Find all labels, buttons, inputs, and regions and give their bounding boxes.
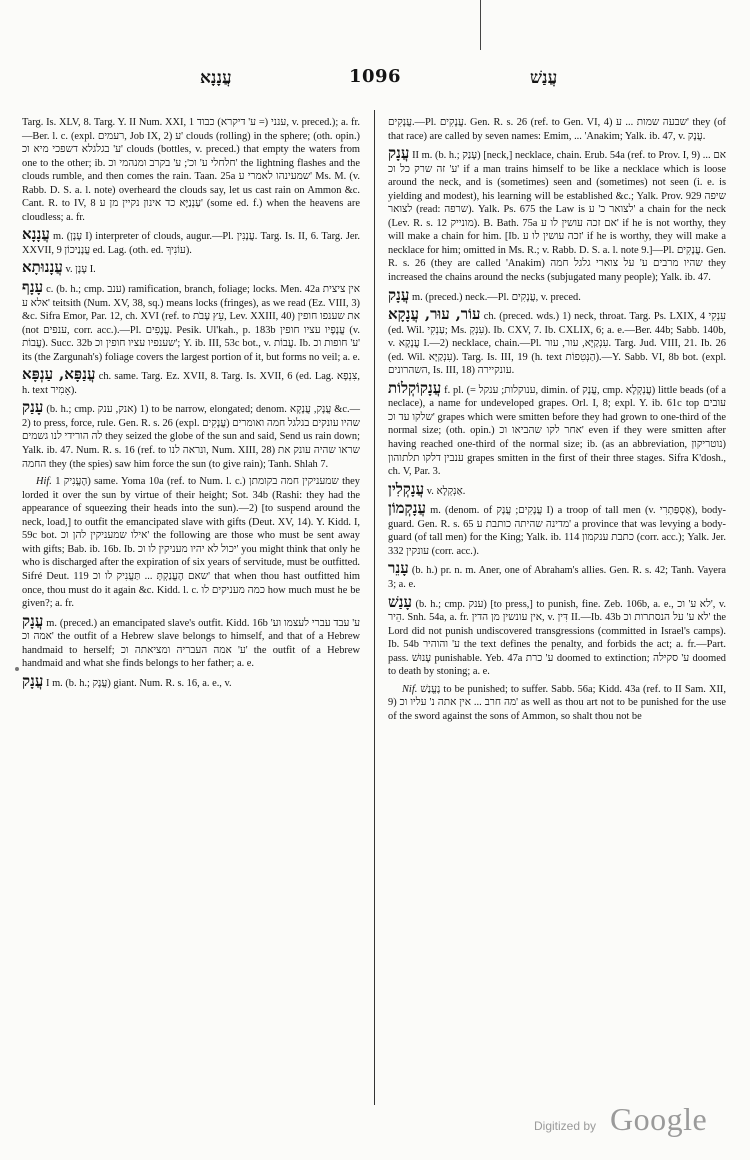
entry-headword: עָנַק <box>22 398 44 417</box>
page-number: 1096 <box>348 66 402 87</box>
dictionary-entry <box>22 225 360 257</box>
dictionary-entry <box>388 499 727 558</box>
entry-text: Targ. Is. XLV, 8. Targ. Y. II Num. XXI, 1 ענני (= ע' דיקרא) כבוד, v. preced.); a. fr.—Ber. l. c. (expl. רעמים, Job IX, 2) ע' clouds (rolling) in the sphere; (oth. opin.) ע' בגלגלא דשפכי מיא וכ' clouds (bottles, v. preced.) that empty the waters from one to the other; ib. חלחלי ע' וכ'; ע' בקרב ומנהמי וכ' the lightning flashes and the clouds rumble, and then comes the rain. Taan. 25a שמעינהו לאמרי ע' Ms. M. (v. Rabb. D. S. a. l. note) overheard the clouds say, let us cast rain on Ammon &c. Cant. R. to IV, 8 עַנְנַיָּא כד אינון נקיין מן ע' (some ed. f.) when the heavens are cloudless; a. fr. <box>22 117 361 223</box>
entry-headword: עֲנָקוֹקְלוֹת <box>388 378 442 397</box>
dictionary-entry <box>388 592 727 679</box>
dictionary-entry <box>22 278 360 364</box>
entry-headword: עֲנָק <box>22 611 44 630</box>
entry-text: עֲנָקִים.—Pl. עֲנָקִים. Gen. R. s. 26 (ref. to Gen. VI, 4) שבעה שמות ... ע' they (of that race) are called by seven names: Emim, ... 'Anakim; Yalk. ib. 47, v. עֲנָק. <box>388 117 726 142</box>
entry-headword: עֲנָק <box>388 144 410 163</box>
entry-subhead: Hif. <box>36 476 52 488</box>
page-header <box>0 66 750 94</box>
dictionary-entry <box>22 475 360 610</box>
dictionary-entry <box>388 305 726 378</box>
dictionary-entry <box>22 258 360 277</box>
entry-headword: עֲנַפָּא, עַנְפָּא <box>22 365 96 384</box>
column-divider <box>374 110 375 1105</box>
dictionary-entry <box>388 559 726 591</box>
entry-headword: עָנַשׁ <box>388 592 412 611</box>
google-logo: Google <box>610 1101 708 1137</box>
watermark-digitized-by: Digitized by <box>534 1119 597 1133</box>
top-rule <box>480 0 481 50</box>
dictionary-entry <box>388 378 727 479</box>
left-column <box>22 116 360 694</box>
entry-headword: עָנֵר <box>388 559 409 578</box>
entry-headword: עוֹר, עוּר, עֲנָקָא <box>388 305 481 324</box>
entry-text: (b. h.; cmp. אנק, ענק) 1) to be narrow, elongated; denom. עֲנָק, עֲנָקָא &c.—2) to press, force, rule. Gen. R. s. 26 (expl. עֲנָקִים) שהיו עונקים בגלגל חמה ואומרים לה הורידי לנו גשמים they seized the globe of the sun and said, Send us rain down; Yalk. ib. 47. Num. R. s. 16 (ref. to ונראה לנו, Num. XIII, 28) שראו שהיה עונק את החמה they (the spies) saw him force the sun (to give rain); Tanh. Shlah 7. <box>22 404 360 470</box>
entry-text: f. pl. (= ענוקלות; ענקל, dimin. of עֲנָק, cmp. עֲנְקְלָא) little beads (of a neclace), a name for undeveloped grapes. Orl. I, 8; expl. Y. ib. 61c top עובים שלקו עד וכ' grapes which were smitten before they had grown to one-third of the normal size; (oth. opin.) אחר לקו שהביאו וכ' even if they were smitten after having reached one-third of the normal size; ib. (as an abbreviation, נוטריקון) ענבין דלקו תלתוהון grapes smitten in the first of their three stages. Sifra K'dosh., ch. V, Par. 3. <box>388 384 727 478</box>
entry-text: c. (b. h.; cmp. ענב) ramification, branch, foliage; locks. Men. 42a אין ציצית אלא ע' teitsith (Num. XV, 38, sq.) means locks (fringes), as we read (Ez. VIII, 3) &c. Sifra Emor, Par. 12, ch. XVI (ref. to עֵץ עָבֹת, Lev. XXIII, 40) את שענפו חופין (not ענפים, corr. acc.).—Pl. עֲנָפִים. Pesik. Ul'kah., p. 183b עֲנָפָיו עציו חופין (v. עֲבוֹת). Succ. 32b שענפיו עציו חופין וכ'; Y. ib. III, 53c bot., v. עֲבוֹת. Ib. ע' חופות וכ' its (the Zargunah's) foliage covers the largest portion of it, but forms no veil; a. e. <box>22 284 360 363</box>
entry-text: v. אַנְקְלָא. <box>426 485 466 497</box>
dictionary-entry <box>22 365 360 397</box>
entry-headword: עֲנָק <box>22 671 44 690</box>
entry-text: I m. (b. h.; עֲנָק) giant. Num. R. s. 16, a. e., v. <box>46 677 232 689</box>
margin-dot <box>15 667 19 671</box>
entry-text: m. (preced.) an emancipated slave's outfit. Kidd. 16b ע' עבד עברי לעצמו וע' אמה וכ' the outfit of a Hebrew slave belongs to himself, and that of a Hebrew handmaid to herself; ע' אמה העבריה ומציאתה וכ' the outfit of a Hebrew handmaid and what she finds belongs to her father; a. e. <box>22 617 360 670</box>
dictionary-entry <box>22 116 360 224</box>
entry-headword: עֲנָקְלִין <box>388 479 425 498</box>
entry-text: m. (denom. of עֲנָקִים; עֲנָק I) a troop of tall men (v. אַסְפַּתְרִי), body-guard. Gen. R. s. 65 מדינה שהיתה כותבת ע' a province that was levying a body-guard (of tall men) for the King; Yalk. ib. 114 כתבת ענקמון (corr. acc.); Yalk. Jer. 332 עונקין (corr. acc.). <box>388 505 727 557</box>
dictionary-entry <box>388 479 726 499</box>
entry-text: m. (עָנָן I) interpreter of clouds, augur.—Pl. עֲנָנִין. Targ. Is. II, 6. Targ. Jer. XXVII, 9 עֲנָנַיכוֹן ed. Lag. (oth. ed. עוֹנִיךְ). <box>22 231 360 256</box>
entry-text: ch. (preced. wds.) 1) neck, throat. Targ. Ps. LXIX, 4 עִנְקִי (ed. Wil. עַנְקִי; Ms. עִנְקְ). Ib. CXV, 7. Ib. CXLIX, 6; a. e.—Ber. 44b; Sabb. 140b, v. עֲנָקָא I.—2) necklace, chain.—Pl. עִנְקַיָּא, עור, עור. Targ. Jud. VIII, 21. Ib. 26 (ed. Wil. עִנְקַיָּא). Targ. Is. III, 19 (h. text הַנְּטִפוֹת).—Y. Sabb. VI, 8b bot. (expl. השהרונים, Is. III, 18) עונקיירה. <box>388 311 726 377</box>
dictionary-entry <box>22 398 360 471</box>
entry-headword: עָנָף <box>22 278 44 297</box>
left-running-headword: עֲנָנָא <box>200 68 232 88</box>
right-column <box>388 116 726 727</box>
dictionary-entry <box>388 285 726 305</box>
dictionary-entry <box>388 144 727 284</box>
right-running-headword: עֲנַשׁ <box>530 68 558 88</box>
dictionary-entry <box>388 116 726 143</box>
entry-text: הֶעֱנִיק 1) same. Yoma 10a (ref. to Num. l. c.) שמעניקין חמה בקומתן they lorded it over the sun by virtue of their height; Sot. 34b (Rashi: they had the appearance of squeezing their heads into the sun).—2) [to suspend around the neck, load,] to outfit the emancipated slave with gifts (Deut. XV, 14). Y. Kidd. I, 59c bot. אילו שמעניקין להן וכ' the following are those who must be sent away with gifts; Bab. ib. 16b. Ib. יכול לא יהיו מעניקין לו וכ' you might think that only he who is discharged after the expiration of six years of servitude, must be outfitted. Sifré Deut. 119 שאם הֶעֱנַקְתָּ ... תַּעֲנִיק לו וכ' that when thou hast outfitted him once, thou must do it again &c. Kidd. l. c. כמה מעניקים לו how much must he be given?; a. fr. <box>22 476 361 610</box>
entry-subhead: Nif. <box>402 683 418 695</box>
google-watermark <box>534 1101 734 1141</box>
entry-headword: עֲנָנוּתָא <box>22 258 63 277</box>
entry-headword: עֲנָנָא <box>22 225 50 244</box>
entry-text: ch. same. Targ. Ez. XVII, 8. Targ. Is. XVII, 6 (ed. Lag. צִנְפָא, h. text אָמִיר). <box>22 371 360 396</box>
entry-text: v. עָנָן I. <box>65 264 96 276</box>
entry-text: (b. h.; cmp. ענק) [to press,] to punish, fine. Zeb. 106b, a. e., לא ע' וכ', v. הֵיר. Snh. 54a, a. fr. אין עונשין מן הדין, v. דִּין II.—Ib. 43b לא ע' על הנסתרות וכ' the Lord did not punish undiscovered transgressions (committed in Israel's camps). Ib. 54b ע' והוהיר the text defines the penalty, and forbids the act; a. fr.—Part. pass. עָנוּשׁ punishable. Yeb. 47a ע' כרת doomed to extinction; ע' סקילה doomed to death by stoning; a. e. <box>388 598 727 678</box>
dictionary-entry <box>22 611 360 671</box>
entry-text: נֶעֱנַשׁ to be punished; to suffer. Sabb. 56a; Kidd. 43a (ref. to II Sam. XII, 9) מה חרב ... אין אתה נ' עליו וכ' as well as thou art not to be punished for the use of the sword against the sons of Ammon, so shalt thou not be <box>388 683 726 722</box>
entry-headword: עֲנָק <box>388 285 410 304</box>
dictionary-entry <box>22 671 360 691</box>
entry-text: m. (preced.) neck.—Pl. עֲנָקִים, v. preced. <box>412 291 581 303</box>
dictionary-entry <box>388 683 726 724</box>
entry-headword: עֲנָקְמוֹן <box>388 499 426 518</box>
entry-text: II m. (b. h.; עָנַק) [neck,] necklace, chain. Erub. 54a (ref. to Prov. I, 9) אם ... ע' זה שרק כל וכ' if a man trains himself to be like a necklace which is loose around the neck, and is (sometimes) seen and (sometimes) not seen (i. e. is yielding and modest), his learning will be established &c.; Yalk. Prov. 929 שיפה לצואר (read: שרפה). Yalk. Ps. 675 the Law is לצואר כ' ע' a chain for the neck (Lev. R. s. 12 מונייק). B. Bath. 75a אם זכה עושין לו ע' if he is not worthy, they will make a chain for him. [Ib. זכה עושין לו ע' if he is worthy, they will make a necklace for him; omitted in Ms. R.; v. Rabb. D. S. a. l. note 9.]—Pl. עֲנָקִים. Gen. R. s. 26 (they are called 'Anakim) שהיו מרבים ע' על צוארי גלגל חמה they increased the chains around the necks (subjugated many people); Yalk. ib. 47. <box>388 150 727 284</box>
entry-text: (b. h.) pr. n. m. Aner, one of Abraham's allies. Gen. R. s. 42; Tanh. Vayera 3; a. e. <box>388 565 726 590</box>
